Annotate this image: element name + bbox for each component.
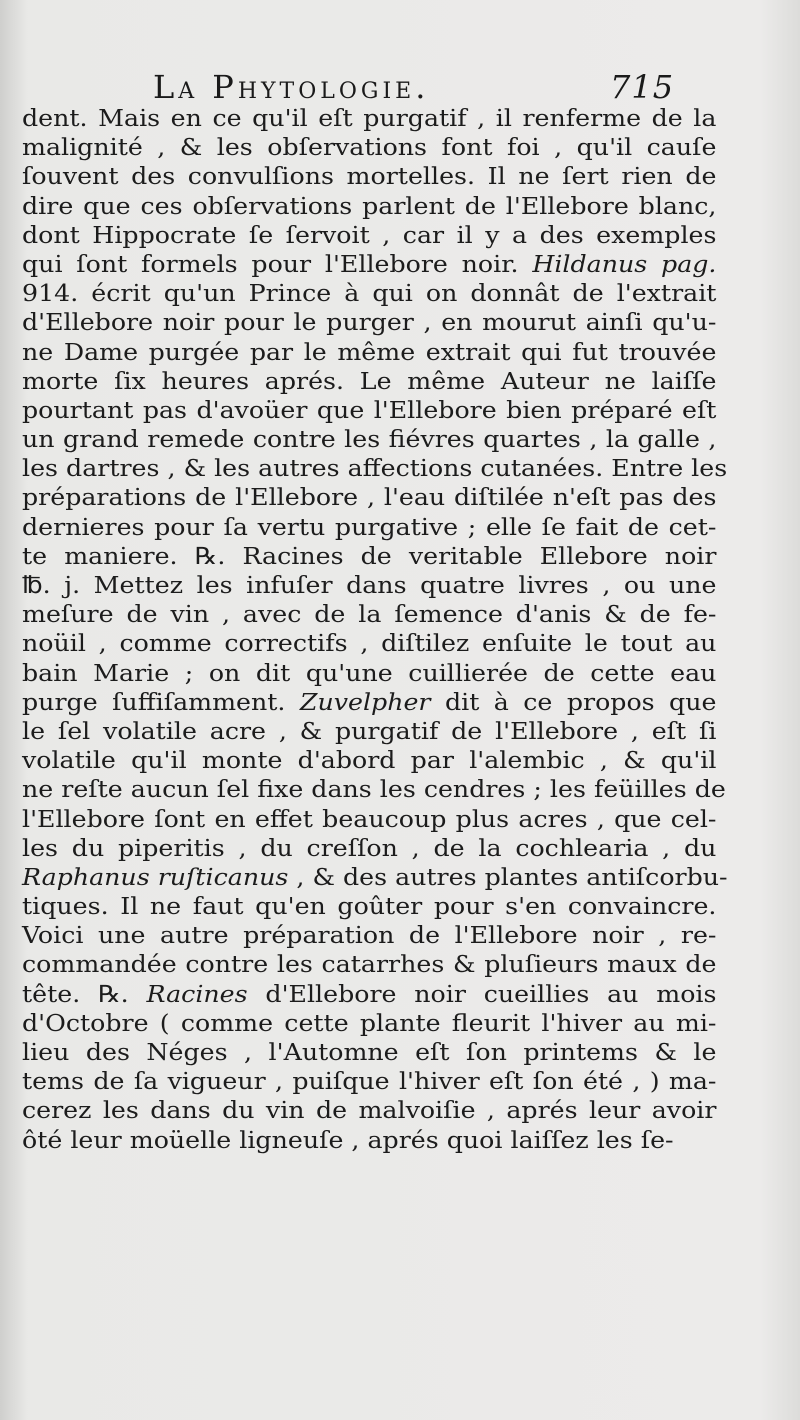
text-line [22, 250, 716, 279]
text-segment: d'Octobre ( comme cette plante fleurit l'hiver au mi- [22, 1008, 717, 1037]
text-segment: ſouvent des convulſions mortelles. Il ne ſert rien de [22, 162, 717, 191]
text-line [22, 367, 716, 396]
text-segment: d'Ellebore noir pour le purger , en mourut ainſi qu'u- [22, 308, 717, 337]
text-line [22, 892, 716, 921]
text-segment: l'Ellebore ſont en effet beaucoup plus acres , que cel- [22, 804, 717, 833]
text-line [22, 513, 716, 542]
text-segment: pourtant pas d'avoüer que l'Ellebore bien préparé eſt [22, 395, 717, 424]
text-segment: , & des autres plantes antiſcorbu- [288, 862, 728, 891]
text-line [22, 746, 716, 775]
text-segment: dent. Mais en ce qu'il eſt purgatif , il renferme de la [22, 104, 717, 132]
text-line [22, 659, 716, 688]
italic-text: Raphanus ruſticanus [22, 862, 289, 891]
text-segment: ℔. j. Mettez les infuſer dans quatre livres , ou une [22, 571, 717, 599]
italic-text: Racines [146, 979, 248, 1008]
text-segment: ne reſte aucun ſel fixe dans les cendres ; les feüilles de [22, 775, 726, 804]
text-line [22, 483, 716, 512]
text-segment: cerez les dans du vin de malvoiſie , aprés leur avoir [22, 1096, 717, 1125]
text-segment: volatile qu'il monte d'abord par l'alembic , & qu'il [22, 746, 717, 775]
body-text [22, 104, 728, 1155]
text-segment: ôté leur moüelle ligneuſe , aprés quoi laiſſez les ſe- [22, 1125, 674, 1154]
text-line [22, 1096, 716, 1125]
text-segment: meſure de vin , avec de la ſemence d'anis & de fe- [22, 600, 717, 629]
text-line [22, 1067, 716, 1096]
text-line [22, 1126, 716, 1155]
text-segment: Voici une autre préparation de l'Ellebore noir , re- [22, 921, 717, 950]
text-line [22, 192, 716, 221]
text-line [22, 775, 726, 804]
text-segment: tiques. Il ne faut qu'en goûter pour s'en convaincre. [22, 892, 717, 921]
text-line [22, 279, 716, 308]
text-line [22, 629, 716, 658]
text-segment: te maniere. ℞. Racines de veritable Ellebore noir [22, 541, 717, 570]
text-segment: lieu des Néges , l'Automne eſt ſon printems & le [22, 1038, 717, 1066]
text-segment: les dartres , & les autres affections cutanées. Entre les [22, 454, 728, 483]
text-segment: commandée contre les catarrhes & pluſieurs maux de [22, 950, 717, 979]
text-line [22, 805, 716, 834]
text-segment: bain Marie ; on dit qu'une cuillierée de cette eau [22, 658, 717, 687]
text-line [22, 600, 716, 629]
text-segment: tems de ſa vigueur , puiſque l'hiver eſt ſon été , ) ma- [22, 1067, 717, 1096]
text-line [22, 1009, 716, 1038]
text-segment: 914. écrit qu'un Prince à qui on donnât de l'extrait [22, 279, 717, 308]
text-line [22, 980, 716, 1009]
text-segment: le ſel volatile acre , & purgatif de l'Ellebore , eſt ſi [22, 716, 717, 745]
text-segment: dit à ce propos que [430, 687, 717, 716]
text-line [22, 862, 728, 892]
text-line [22, 308, 716, 337]
text-line [22, 425, 716, 454]
running-title: La Phytologie. [153, 68, 430, 106]
text-line [22, 1038, 716, 1067]
text-segment: préparations de l'Ellebore , l'eau diſtilée n'eſt pas des [22, 483, 717, 512]
text-segment: un grand remede contre les fiévres quartes , la galle , [22, 425, 717, 454]
text-line [22, 221, 716, 250]
text-segment: d'Ellebore noir cueillies au mois [247, 979, 717, 1008]
text-line [22, 950, 716, 979]
text-segment: tête. ℞. [22, 979, 147, 1008]
page-number: 715 [610, 68, 675, 106]
text-line [22, 133, 716, 162]
text-line [22, 454, 728, 483]
italic-text: Zuvelpher [299, 687, 431, 716]
text-segment: dernieres pour ſa vertu purgative ; elle ſe fait de cet- [22, 512, 717, 541]
text-line [22, 104, 716, 133]
text-line [22, 571, 716, 600]
text-line [22, 688, 716, 717]
text-segment: dire que ces obſervations parlent de l'Ellebore blanc, [22, 191, 717, 220]
text-line [22, 834, 716, 863]
text-segment: qui ſont formels pour l'Ellebore noir. [22, 249, 533, 278]
text-segment: malignité , & les obſervations font foi , qu'il cauſe [22, 133, 717, 162]
text-segment: morte ſix heures aprés. Le même Auteur ne laiſſe [22, 366, 717, 395]
text-segment: ne Dame purgée par le même extrait qui fut trouvée [22, 337, 717, 366]
text-line [22, 542, 716, 571]
text-line [22, 162, 716, 191]
text-segment: dont Hippocrate ſe ſervoit , car il y a des exemples [22, 220, 717, 249]
text-segment: les du piperitis , du creſſon , de la cochlearia , du [22, 833, 717, 862]
text-segment: purge ſuffiſamment. [22, 687, 300, 716]
text-line [22, 396, 716, 425]
text-segment: noüil , comme correctifs , diſtilez enſuite le tout au [22, 629, 717, 658]
text-line [22, 717, 716, 746]
text-line [22, 921, 716, 950]
text-line [22, 338, 716, 367]
italic-text: Hildanus pag. [532, 249, 717, 278]
